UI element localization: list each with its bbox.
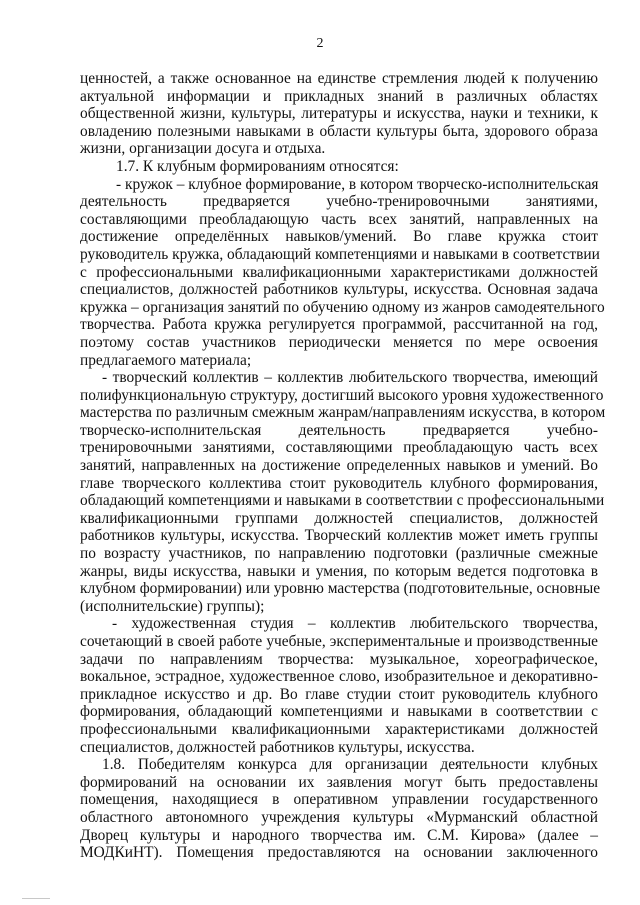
text-line: творчества. Работа кружка регулируется программой, рассчитанной на год, [80, 316, 598, 334]
text-line: клубном формировании) или уровню мастерства (подготовительные, основные [80, 580, 601, 598]
text-line: составляющими преобладающую часть всех занятий, направленных на [80, 210, 598, 228]
text-line: жизни, организации досуга и отдыха. [80, 140, 326, 158]
text-line: с профессиональными квалификационными характеристиками должностей [80, 263, 598, 281]
text-line: руководитель кружка, обладающий компетенциями и навыками в соответствии [80, 245, 600, 263]
text-line: формирования, обладающий компетенциями и навыками в соответствии с [80, 703, 598, 721]
text-line: деятельность предваряется учебно-тренировочными занятиями, [80, 193, 598, 211]
text-line: занятий, направленных на достижение определенных навыков и умений. Во [80, 457, 598, 475]
text-line: формирований на основании их заявления могут быть предоставлены [80, 773, 598, 791]
text-line: помещения, находящиеся в оперативном управлении государственного [80, 791, 598, 809]
text-line: сочетающий в своей работе учебные, экспериментальные и производственные [80, 633, 598, 650]
text-line: жанры, виды искусства, навыки и умения, по которым ведется подготовка в [80, 562, 598, 580]
text-line: предлагаемого материала; [80, 351, 252, 369]
text-line: тренировочными занятиями, составляющими преобладающую часть всех [80, 439, 598, 457]
text-line: творческо-исполнительская деятельность предваряется учебно- [80, 421, 598, 439]
text-line: МОДКиНТ). Помещения предоставляются на основании заключенного [80, 844, 598, 862]
text-line: (исполнительские) группы); [80, 597, 265, 615]
text-line: задачи по направлениям творчества: музыкальное, хореографическое, [80, 650, 598, 668]
text-line: Дворец культуры и народного творчества им. С.М. Кирова» (далее – [80, 826, 598, 844]
text-line: квалификационными группами должностей специалистов, должностей [80, 509, 598, 527]
text-line: обладающий компетенциями и навыками в соответствии с профессиональными [80, 492, 605, 510]
text-line: вокальное, эстрадное, художественное слово, изобразительное и декоративно- [80, 668, 598, 686]
text-line: прикладное искусство и др. Во главе студии стоит руководитель клубного [80, 685, 598, 703]
text-line: областного автономного учреждения культуры «Мурманский областной [80, 808, 598, 826]
text-line: актуальной информации и прикладных знаний в различных областях [80, 87, 598, 105]
text-line: главе творческого коллектива стоит руководитель клубного формирования, [80, 474, 598, 492]
text-line: ценностей, а также основанное на единстве стремления людей к получению [80, 70, 598, 87]
text-line: овладению полезными навыками в области культуры быта, здорового образа [80, 122, 598, 140]
text-line: - творческий коллектив – коллектив любительского творчества, имеющий [102, 369, 598, 387]
text-line: по возрасту участников, по направлению подготовки (различные смежные [80, 545, 598, 563]
text-line: поэтому состав участников периодически меняется по мере освоения [80, 333, 598, 351]
text-line: мастерства по различным смежным жанрам/направлениям искусства, в котором [80, 404, 606, 422]
document-body [80, 70, 606, 862]
text-line: достижение определённых навыков/умений. Во главе кружка стоит [80, 228, 598, 246]
text-line: - художественная студия – коллектив любительского творчества, [112, 615, 598, 633]
text-line: специалистов, должностей работников культуры, искусства. Основная задача [80, 281, 598, 299]
text-line: специалистов, должностей работников культуры, искусства. [80, 738, 475, 756]
text-line: 1.7. К клубным формированиям относятся: [116, 157, 399, 175]
text-line: 1.8. Победителям конкурса для организации деятельности клубных [102, 756, 598, 774]
text-line: работников культуры, искусства. Творческий коллектив может иметь группы [80, 527, 598, 545]
text-line: общественной жизни, культуры, литературы и искусства, науки и техники, к [80, 105, 598, 123]
text-line: кружка – организация занятий по обучению одному из жанров самодеятельного [80, 298, 605, 316]
page-number: 2 [316, 36, 324, 51]
text-line: полифункциональную структуру, достигший высокого уровня художественного [80, 386, 604, 404]
text-line: - кружок – клубное формирование, в котором творческо-исполнительская [116, 175, 599, 193]
footer-mark [22, 898, 50, 899]
text-line: профессиональными квалификационными характеристиками должностей [80, 720, 598, 738]
